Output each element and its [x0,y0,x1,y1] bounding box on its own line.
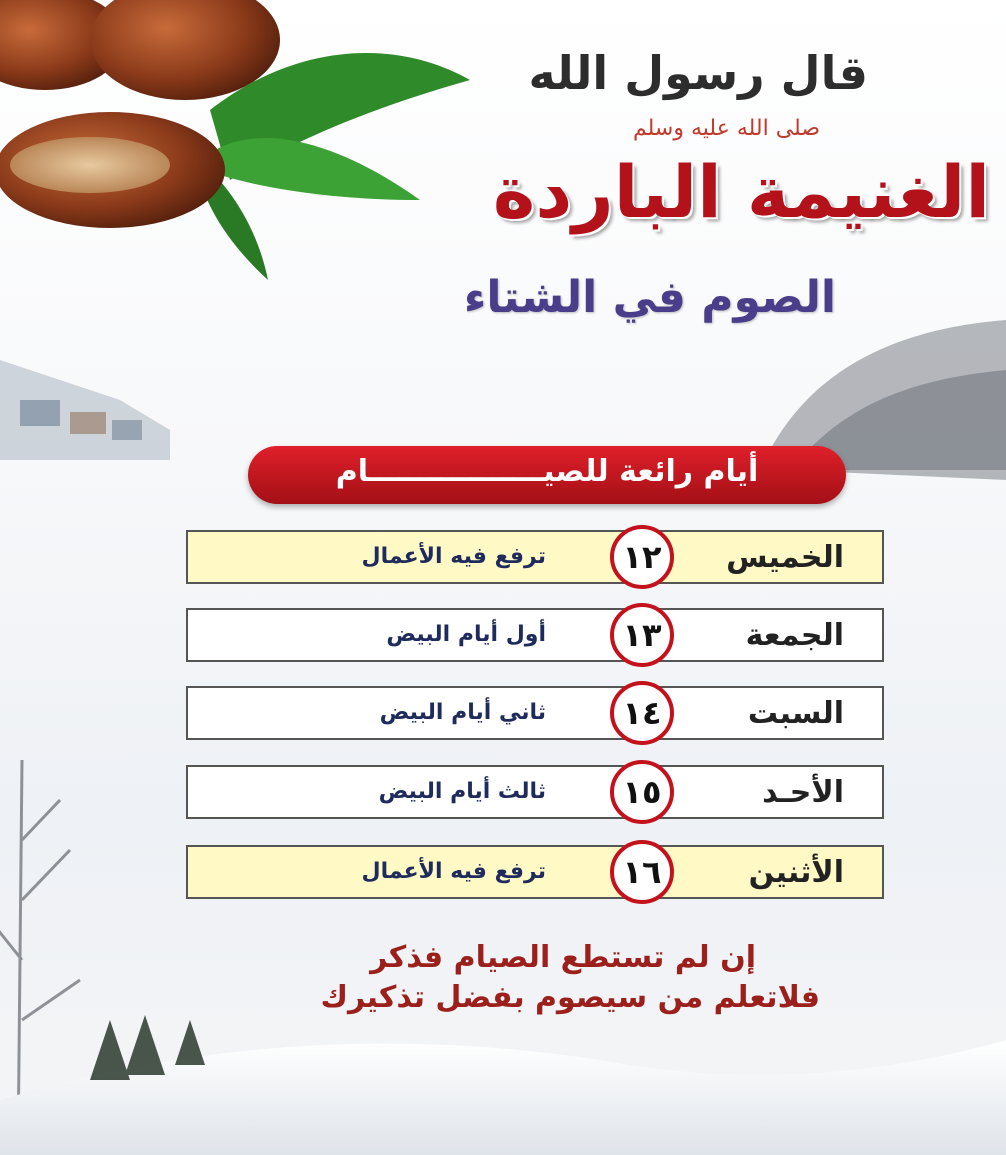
salutation-text: صلى الله عليه وسلم [633,116,820,141]
page-title: الغنيمة الباردة [492,150,990,234]
footer-line-2: فلاتعلم من سيصوم بفضل تذكيرك [320,980,820,1015]
day-note: ثالث أيام البيض [378,779,546,804]
hadith-intro: قال رسول الله [528,46,868,100]
day-note: ثاني أيام البيض [379,700,546,725]
page-subtitle: الصوم في الشتاء [463,272,836,323]
footer-line-1: إن لم تستطع الصيام فذكر [370,940,756,975]
day-note: ترفع فيه الأعمال [361,544,546,569]
day-name: الخميس [726,540,844,575]
day-row-monday [186,845,884,899]
date-number-circle: ١٤ [610,681,674,745]
day-row-thursday [186,530,884,584]
date-number-circle: ١٣ [610,603,674,667]
fasting-days-banner [248,446,846,504]
banner-label: أيام رائعة للصيـــــــــــــــــام [335,454,759,489]
date-number-circle: ١٦ [610,840,674,904]
day-name: الأحـد [762,775,844,810]
day-name: الجمعة [745,618,844,653]
day-note: ترفع فيه الأعمال [361,859,546,884]
day-note: أول أيام البيض [386,622,546,647]
day-name: السبت [747,696,844,731]
date-number-circle: ١٥ [610,760,674,824]
day-row-friday [186,608,884,662]
day-row-sunday [186,765,884,819]
day-name: الأثنين [748,855,844,890]
day-row-saturday [186,686,884,740]
date-number-circle: ١٢ [610,525,674,589]
